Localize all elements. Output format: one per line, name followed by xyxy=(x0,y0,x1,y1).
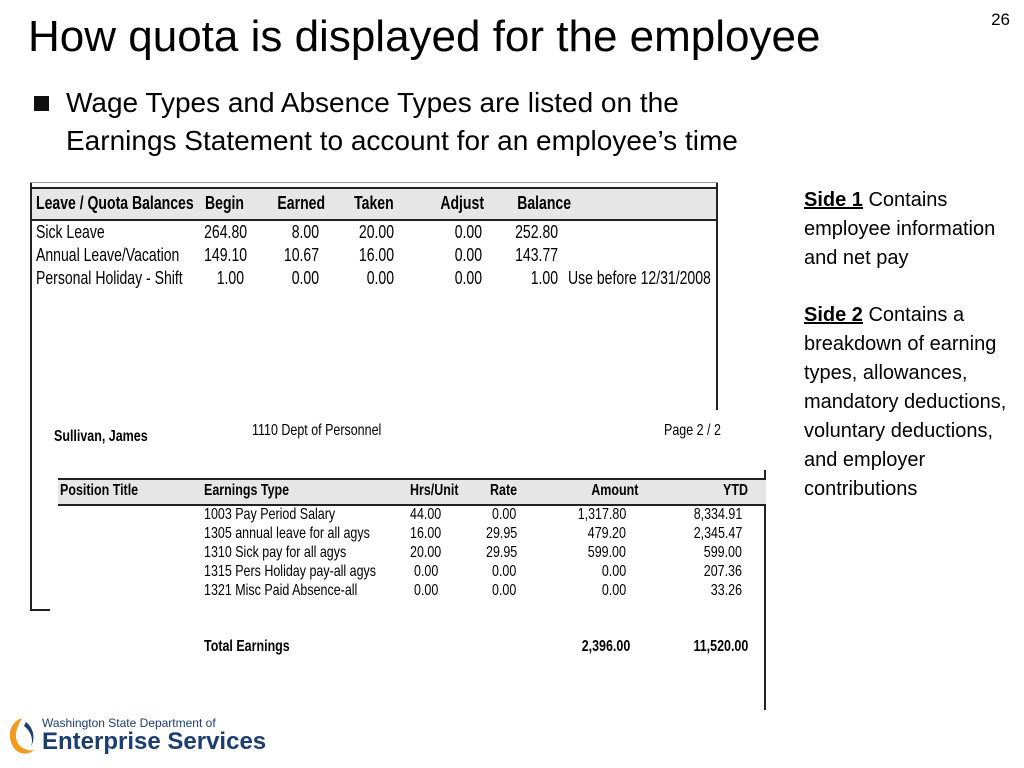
page-indicator: Page 2 / 2 xyxy=(664,422,721,439)
side-1-text: Contains employee information and net pay xyxy=(804,189,996,269)
earnings-table-header xyxy=(58,478,766,506)
earnings-row-type: 1310 Sick pay for all agys xyxy=(204,544,347,561)
leave-row-begin: 264.80 xyxy=(204,222,248,242)
earnings-row-rate: 0.00 xyxy=(492,563,517,580)
panel-bottom-corner xyxy=(30,609,50,611)
department: 1110 Dept of Personnel xyxy=(252,422,382,439)
leave-row-adjust: 0.00 xyxy=(454,268,482,288)
header-begin: Begin xyxy=(204,193,244,213)
logo-line-2: Enterprise Services xyxy=(42,728,267,755)
total-earnings-label: Total Earnings xyxy=(204,638,290,655)
header-rate: Rate xyxy=(490,482,518,499)
bullet-line-1: Wage Types and Absence Types are listed on the xyxy=(66,87,679,118)
earnings-row-amount: 0.00 xyxy=(601,563,626,580)
panel-top-border xyxy=(30,182,718,183)
earnings-row-type: 1321 Misc Paid Absence-all xyxy=(204,582,358,599)
side-2-label: Side 2 xyxy=(804,304,863,326)
earnings-row-hrs: 16.00 xyxy=(410,525,442,542)
leave-row-taken: 20.00 xyxy=(358,222,394,242)
earnings-row-ytd: 8,334.91 xyxy=(693,506,742,523)
header-hrs-unit: Hrs/Unit xyxy=(410,482,459,499)
earnings-row-type: 1305 annual leave for all agys xyxy=(204,525,370,542)
earnings-row-hrs: 0.00 xyxy=(414,582,439,599)
leave-row-note: Use before 12/31/2008 xyxy=(568,268,711,288)
header-amount: Amount xyxy=(591,482,639,499)
swirl-logo-icon xyxy=(4,714,40,758)
earnings-row-hrs: 0.00 xyxy=(414,563,439,580)
slide-title: How quota is displayed for the employee xyxy=(28,12,821,61)
earnings-row-rate: 29.95 xyxy=(486,544,518,561)
earnings-row-amount: 1,317.80 xyxy=(577,506,626,523)
header-taken: Taken xyxy=(354,193,394,213)
leave-row-taken: 16.00 xyxy=(358,245,394,265)
earnings-row-hrs: 44.00 xyxy=(410,506,442,523)
earnings-row-amount: 479.20 xyxy=(587,525,626,542)
earnings-row-ytd: 33.26 xyxy=(710,582,742,599)
leave-row-name: Personal Holiday - Shift xyxy=(36,268,183,288)
earnings-row-rate: 29.95 xyxy=(486,525,518,542)
side-notes xyxy=(804,186,1019,532)
earnings-row-type: 1315 Pers Holiday pay-all agys xyxy=(204,563,377,580)
header-earned: Earned xyxy=(277,193,326,213)
leave-row-earned: 0.00 xyxy=(291,268,319,288)
employee-name: Sullivan, James xyxy=(54,428,148,445)
leave-row-balance: 1.00 xyxy=(530,268,558,288)
side-2-note xyxy=(804,301,1019,504)
header-leave-quota: Leave / Quota Balances xyxy=(36,193,194,213)
earnings-panel xyxy=(50,410,776,710)
leave-row-name: Sick Leave xyxy=(36,222,105,242)
earnings-row-amount: 0.00 xyxy=(601,582,626,599)
earnings-row-ytd: 207.36 xyxy=(703,563,742,580)
square-bullet-icon xyxy=(34,96,49,111)
des-logo xyxy=(4,712,267,762)
leave-row-begin: 149.10 xyxy=(204,245,248,265)
side-2-text: Contains a breakdown of earning types, allowances, mandatory deductions, voluntary deductions, and employer contributions xyxy=(804,304,1007,500)
leave-row-balance: 252.80 xyxy=(515,222,558,242)
bullet-line-2: Earnings Statement to account for an employee’s time xyxy=(66,125,738,156)
earnings-row-rate: 0.00 xyxy=(492,582,517,599)
earnings-row-rate: 0.00 xyxy=(492,506,517,523)
earnings-row-ytd: 2,345.47 xyxy=(693,525,742,542)
leave-row-balance: 143.77 xyxy=(515,245,558,265)
header-ytd: YTD xyxy=(723,482,748,499)
logo-line-1: Washington State Department of xyxy=(42,716,216,730)
leave-row-earned: 8.00 xyxy=(291,222,319,242)
total-earnings-amount: 2,396.00 xyxy=(581,638,630,655)
leave-row-begin: 1.00 xyxy=(216,268,244,288)
panel-right-border xyxy=(764,470,766,710)
header-earnings-type: Earnings Type xyxy=(204,482,290,499)
earnings-row-ytd: 599.00 xyxy=(703,544,742,561)
leave-row-adjust: 0.00 xyxy=(454,222,482,242)
earnings-row-hrs: 20.00 xyxy=(410,544,442,561)
leave-row-adjust: 0.00 xyxy=(454,245,482,265)
total-earnings-ytd: 11,520.00 xyxy=(693,638,748,655)
leave-row-name: Annual Leave/Vacation xyxy=(36,245,180,265)
leave-row-earned: 10.67 xyxy=(283,245,319,265)
leave-row-taken: 0.00 xyxy=(366,268,394,288)
earnings-row-amount: 599.00 xyxy=(587,544,626,561)
side-1-note xyxy=(804,186,1019,273)
header-balance: Balance xyxy=(517,193,572,213)
header-adjust: Adjust xyxy=(440,193,484,213)
leave-table-header xyxy=(32,187,716,221)
bullet-item xyxy=(34,84,914,160)
header-position-title: Position Title xyxy=(60,482,139,499)
side-1-label: Side 1 xyxy=(804,189,863,211)
slide-number: 26 xyxy=(991,10,1010,29)
earnings-row-type: 1003 Pay Period Salary xyxy=(204,506,336,523)
